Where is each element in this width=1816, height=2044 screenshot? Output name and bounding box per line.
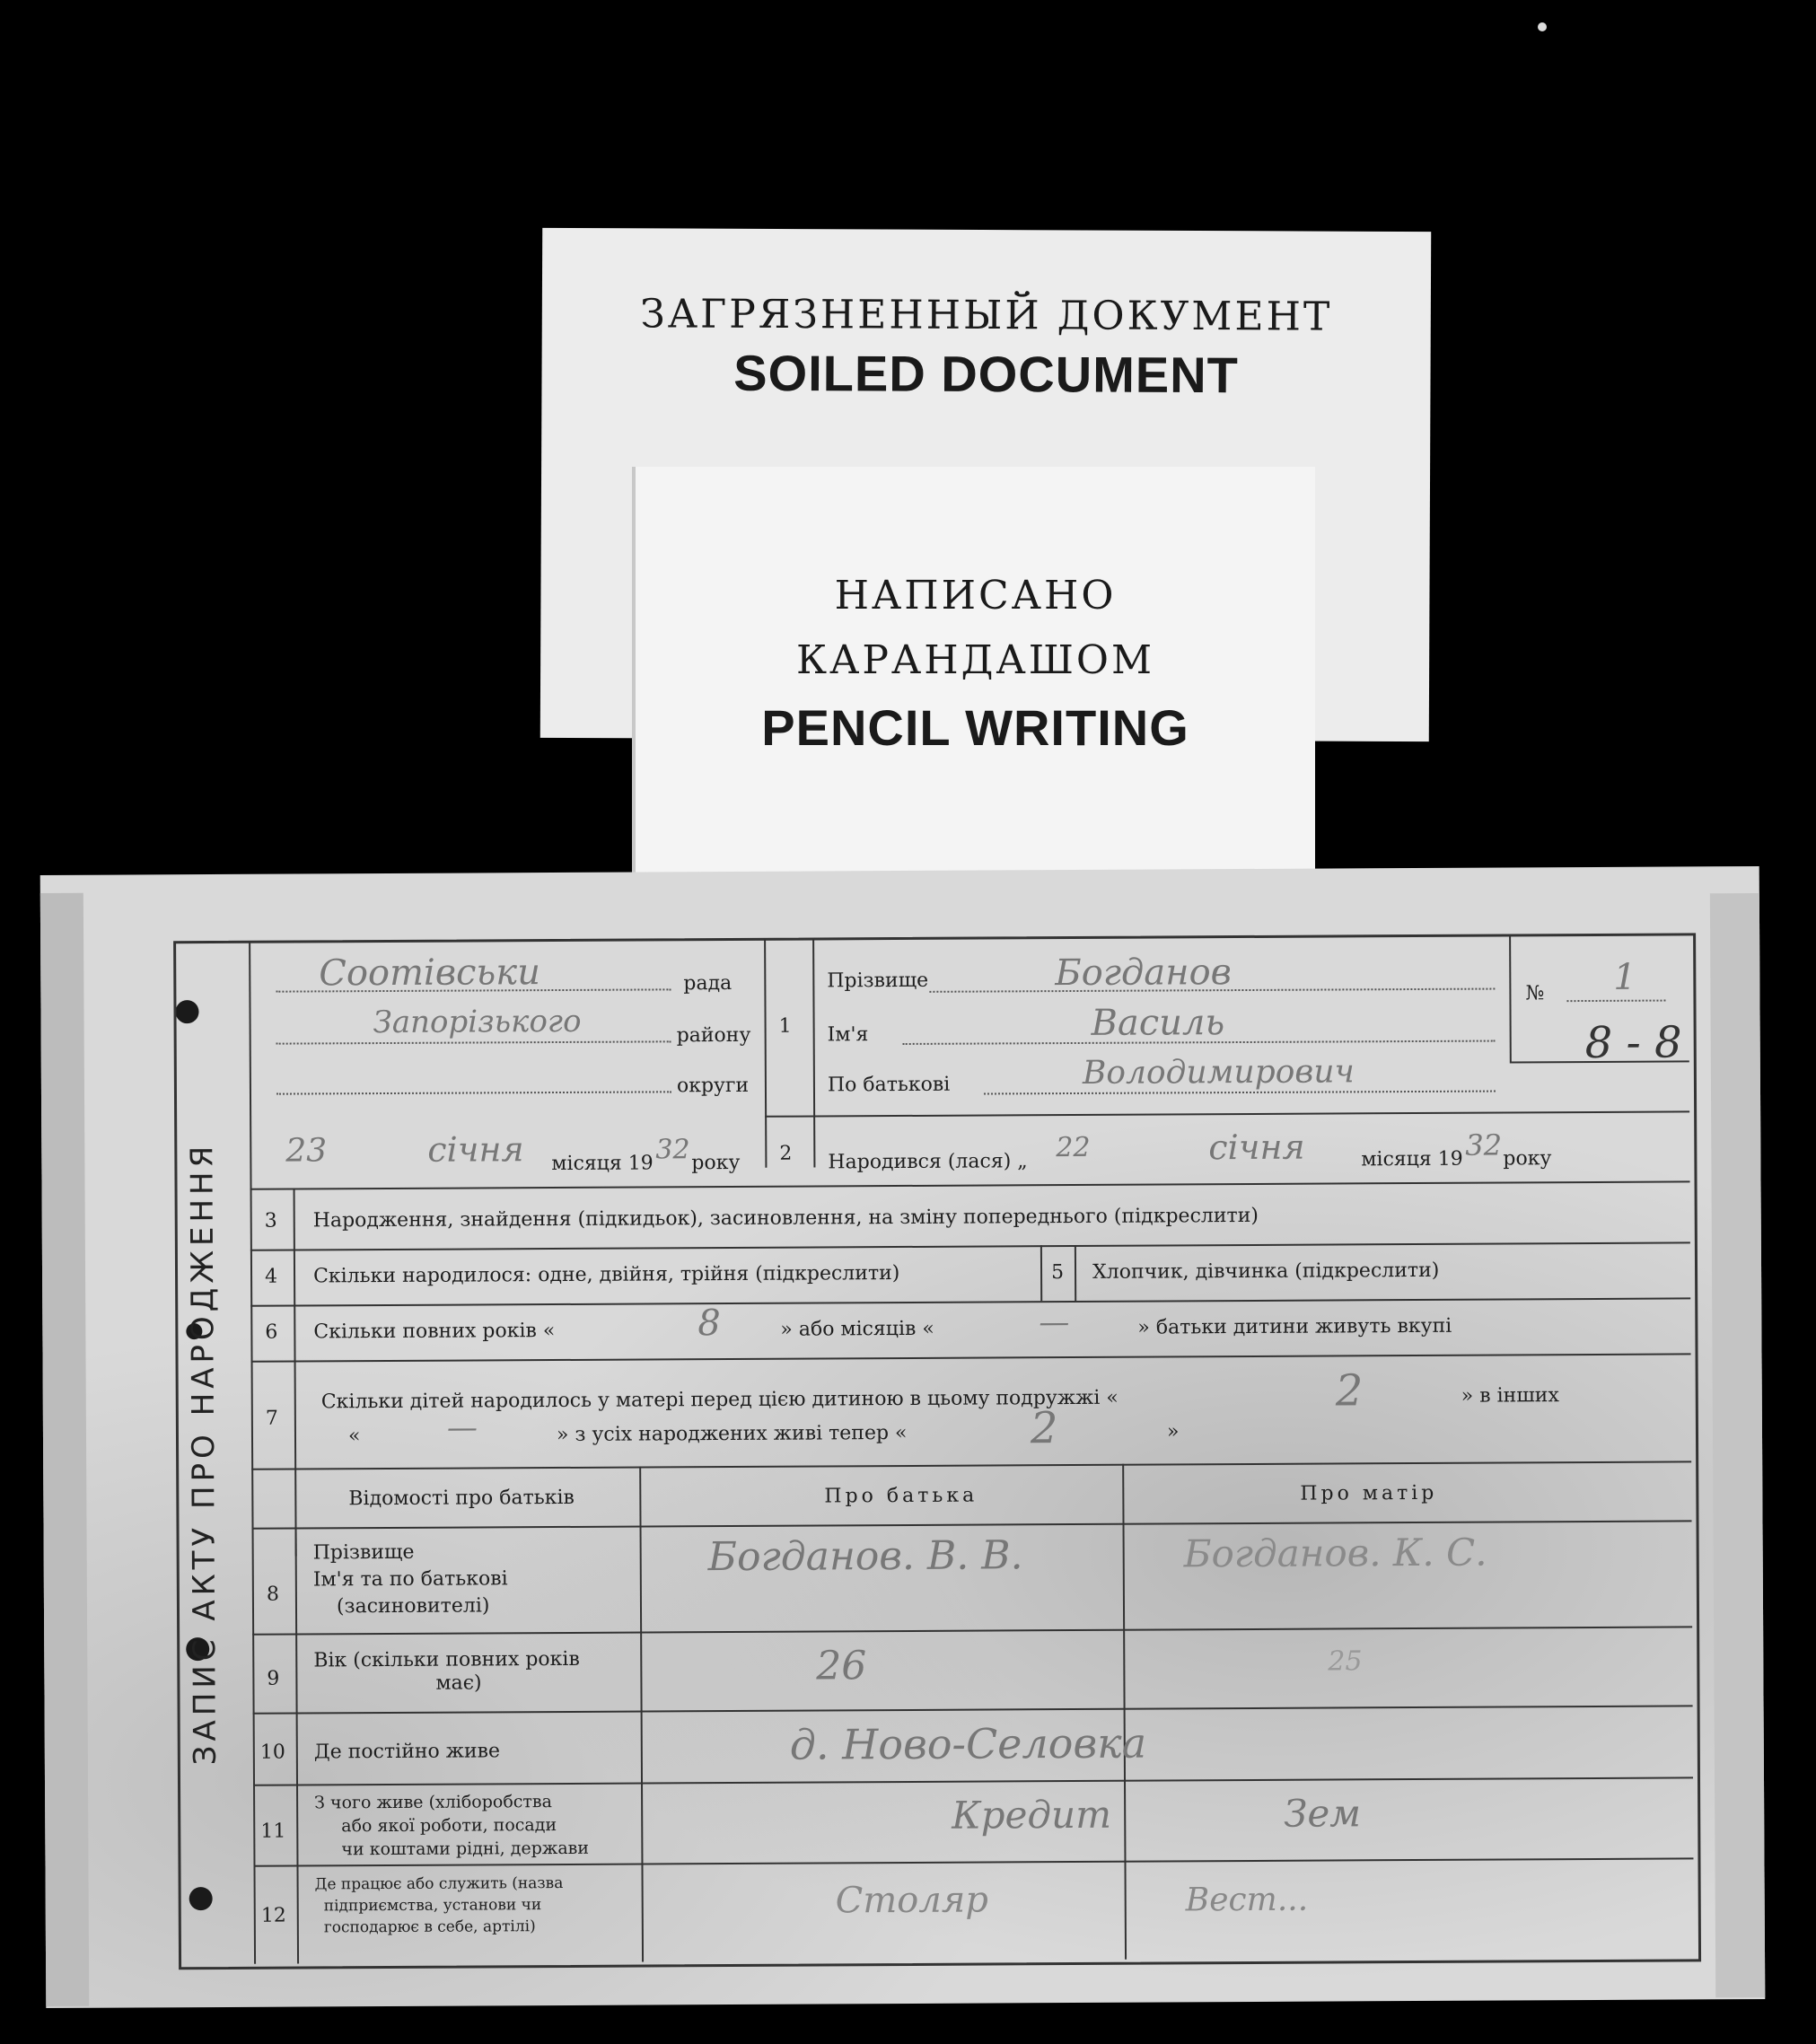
- mother-occupation: Зем: [1284, 1791, 1362, 1836]
- pencil-ru-line2: КАРАНДАШОМ: [795, 637, 1155, 683]
- row5-text: Хлопчик, дівчинка (підкреслити): [1092, 1259, 1440, 1284]
- row10-label: Де постійно живе: [313, 1740, 501, 1764]
- no-label: №: [1525, 982, 1545, 1005]
- row12-label-3: господарює в себе, артілі): [323, 1917, 536, 1937]
- born-label: Народився (лася) „: [828, 1150, 1028, 1174]
- speck: [1538, 22, 1547, 31]
- rayon-label: району: [676, 1023, 751, 1048]
- row12-label-1: Де працює або служить (назва: [314, 1873, 564, 1894]
- okrugy-label: округи: [676, 1074, 750, 1098]
- row11-label-1: З чого живе (хліборобства: [314, 1792, 552, 1813]
- row8-label-3: (засиновителі): [336, 1594, 490, 1619]
- father-name: Богданов. В. В.: [707, 1532, 1023, 1581]
- row9-number: 9: [267, 1667, 280, 1690]
- mother-age: 25: [1328, 1645, 1363, 1678]
- row7-other-marriages: —: [446, 1409, 478, 1446]
- pencil-en-label: PENCIL WRITING: [761, 699, 1189, 756]
- row4-text: Скільки народилося: одне, двійня, трійня (підкреслити): [312, 1262, 900, 1288]
- row5-num-divider: [1075, 1245, 1076, 1301]
- row10-number: 10: [259, 1741, 285, 1764]
- sheet-edge-right: [1710, 893, 1765, 1997]
- row6-label-b: » або місяців «: [780, 1317, 934, 1341]
- soiled-en-label: SOILED DOCUMENT: [733, 344, 1239, 404]
- mother-workplace: Вест...: [1185, 1881, 1309, 1919]
- row7-alive: 2: [1030, 1403, 1058, 1454]
- sheet-edge-left: [40, 893, 89, 2006]
- soiled-ru-label: ЗАГРЯЗНЕННЫЙ ДОКУМЕНТ: [640, 291, 1333, 340]
- pencil-writing-card: [636, 467, 1315, 889]
- row7-label-b: » в інших: [1461, 1384, 1559, 1408]
- row3-number: 3: [264, 1209, 277, 1233]
- mother-name: Богданов. К. С.: [1183, 1530, 1487, 1576]
- row4-number: 4: [264, 1265, 278, 1288]
- reg-year: 32: [655, 1134, 690, 1166]
- reg-month-label: місяця 19: [551, 1152, 654, 1176]
- row7-this-marriage: 2: [1335, 1365, 1364, 1417]
- surname-value: Богданов: [1055, 952, 1233, 995]
- row7-number: 7: [265, 1407, 278, 1430]
- born-day: 22: [1056, 1131, 1091, 1164]
- row11-label-3: чи коштами рідні, держави: [341, 1838, 590, 1860]
- reg-month: січня: [427, 1129, 524, 1170]
- row6-number: 6: [265, 1320, 278, 1344]
- born-year: 32: [1465, 1127, 1503, 1162]
- father-age: 26: [816, 1643, 867, 1689]
- row7-label-c: «: [347, 1425, 361, 1448]
- row7-label-d: » з усіх народжених живі тепер «: [556, 1421, 908, 1447]
- reg-year-label: року: [691, 1151, 741, 1175]
- vertical-title-text: ЗАПИС АКТУ ПРО НАРОДЖЕННЯ: [184, 1141, 224, 1766]
- row8-number: 8: [266, 1583, 279, 1606]
- vertical-title: [175, 946, 232, 1961]
- patronymic-value: Володимирович: [1082, 1053, 1355, 1092]
- row5-left-divider: [1040, 1245, 1042, 1301]
- row1-number: 1: [778, 1014, 792, 1038]
- residence-value: д. Ново-Селовка: [789, 1718, 1147, 1769]
- pencil-ru-line1: НАПИСАНО: [834, 573, 1117, 618]
- surname-label: Прізвище: [827, 969, 929, 993]
- reg-day: 23: [285, 1132, 328, 1170]
- father-workplace: Столяр: [835, 1879, 989, 1922]
- name-label: Ім'я: [827, 1023, 869, 1047]
- birth-record-form: [40, 866, 1766, 2008]
- row9-label-1: Вік (скільки повних років: [313, 1647, 580, 1672]
- no-sub-value: 8 - 8: [1584, 1017, 1682, 1069]
- rada-label: рада: [683, 971, 733, 996]
- row8-label-1: Прізвище: [312, 1540, 415, 1565]
- no-value: 1: [1613, 956, 1636, 998]
- row11-label-2: або якої роботи, посади: [341, 1815, 557, 1837]
- row12-label-2: підприємства, установи чи: [323, 1896, 542, 1916]
- rayon-value: Запорізького: [373, 1003, 582, 1041]
- col-mother-header: Про матір: [1300, 1481, 1438, 1505]
- col-info-header: Відомості про батьків: [348, 1486, 575, 1511]
- born-month: січня: [1208, 1127, 1305, 1168]
- row6-label-a: Скільки повних років «: [313, 1320, 556, 1344]
- row3-text: Народження, знайдення (підкидьок), засиновлення, на зміну попереднього (підкреслити): [312, 1204, 1259, 1233]
- row7-label-e: »: [1166, 1420, 1180, 1443]
- patronymic-label: По батькові: [827, 1073, 951, 1097]
- born-year-label: року: [1503, 1147, 1552, 1171]
- row12-number: 12: [260, 1904, 286, 1927]
- row8-label-2: Ім'я та по батькові: [312, 1567, 508, 1592]
- row2-number: 2: [779, 1142, 793, 1165]
- father-occupation: Кредит: [952, 1792, 1112, 1838]
- row6-label-c: » батьки дитини живуть вкупі: [1137, 1314, 1452, 1339]
- row11-number: 11: [260, 1820, 286, 1843]
- rada-value: Соотівськи: [319, 952, 541, 995]
- col-father-header: Про батька: [824, 1484, 978, 1508]
- row6-months: —: [1039, 1304, 1070, 1341]
- name-value: Василь: [1091, 1002, 1225, 1044]
- row6-years: 8: [697, 1303, 721, 1345]
- row5-number: 5: [1050, 1261, 1065, 1285]
- row7-label-a: Скільки дітей народилось у матері перед цією дитиною в цьому подружжі «: [320, 1386, 1119, 1414]
- row9-label-2: має): [435, 1671, 482, 1695]
- born-month-label: місяця 19: [1361, 1147, 1463, 1171]
